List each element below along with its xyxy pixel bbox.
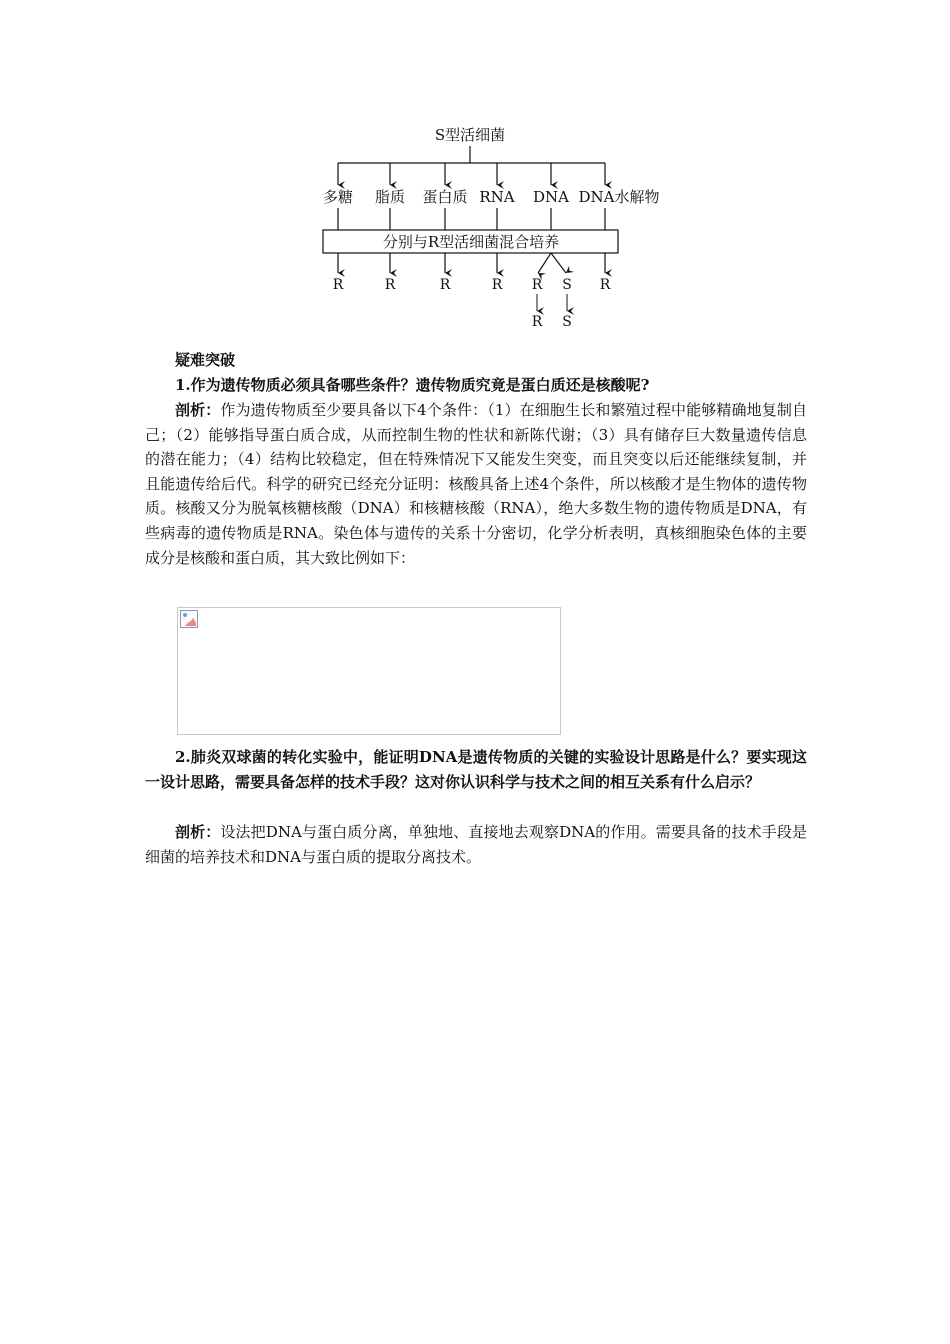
offspring-s: S: [562, 314, 572, 330]
result-lipid: R: [384, 277, 396, 293]
result-protein: R: [439, 277, 451, 293]
component-dna: DNA: [533, 188, 569, 206]
answer-2-lead: 剖析：: [175, 823, 221, 841]
question-2: 2.肺炎双球菌的转化实验中，能证明DNA是遗传物质的关键的实验设计思路是什么？要实现这一设计思路，需要具备怎样的技术手段？这对你认识科学与技术之间的相互关系有什么启示？: [145, 748, 807, 791]
component-lipid: 脂质: [374, 188, 406, 206]
result-dna-hydrolysate: R: [599, 277, 611, 293]
answer-1-lead: 剖析：: [175, 401, 221, 419]
component-polysaccharide: 多糖: [322, 188, 354, 206]
arrow-result-dna-s: [551, 253, 566, 273]
result-dna-r: R: [531, 277, 543, 293]
component-dna-hydrolysate: DNA水解物: [578, 188, 660, 206]
answer-2-body: 设法把DNA与蛋白质分离，单独地、直接地去观察DNA的作用。需要具备的技术手段是细菌的培养技术和DNA与蛋白质的提取分离技术。: [145, 823, 807, 866]
mix-culture-label: 分别与R型活细菌混合培养: [382, 233, 560, 251]
question-1: 1.作为遗传物质必须具备哪些条件？遗传物质究竟是蛋白质还是核酸呢?: [175, 376, 650, 394]
result-dna-s: S: [562, 277, 572, 293]
arrow-result-dna-r: [538, 253, 551, 273]
component-rna: RNA: [479, 188, 515, 206]
offspring-r: R: [531, 314, 543, 330]
result-rna: R: [491, 277, 503, 293]
chromosome-ratio-image: [177, 607, 561, 735]
broken-image-icon: [180, 610, 198, 628]
experiment-diagram: [0, 0, 950, 340]
answer-1-body: 作为遗传物质至少要具备以下4个条件：（1）在细胞生长和繁殖过程中能够精确地复制自己；（2）能够指导蛋白质合成，从而控制生物的性状和新陈代谢；（3）具有储存巨大数量遗传信息的潜在能力；（4）结构比较稳定，但在特殊情况下又能发生突变，而且突变以后还能继续复制，并且能遗传给后代。科学的研究已经充分证明：核酸具备上述4个条件，所以核酸才是生物体的遗传物质。核酸又分为脱氧核糖核酸（DNA）和核糖核酸（RNA），绝大多数生物的遗传物质是DNA，有些病毒的遗传物质是RNA。染色体与遗传的关系十分密切，化学分析表明，真核细胞染色体的主要成分是核酸和蛋白质，其大致比例如下：: [145, 401, 807, 567]
section-title: 疑难突破: [175, 351, 236, 369]
answer-2: [145, 820, 807, 869]
component-protein: 蛋白质: [422, 188, 468, 206]
answer-1: [145, 398, 807, 570]
result-polysaccharide: R: [332, 277, 344, 293]
diagram-top-label: S型活细菌: [434, 126, 506, 144]
